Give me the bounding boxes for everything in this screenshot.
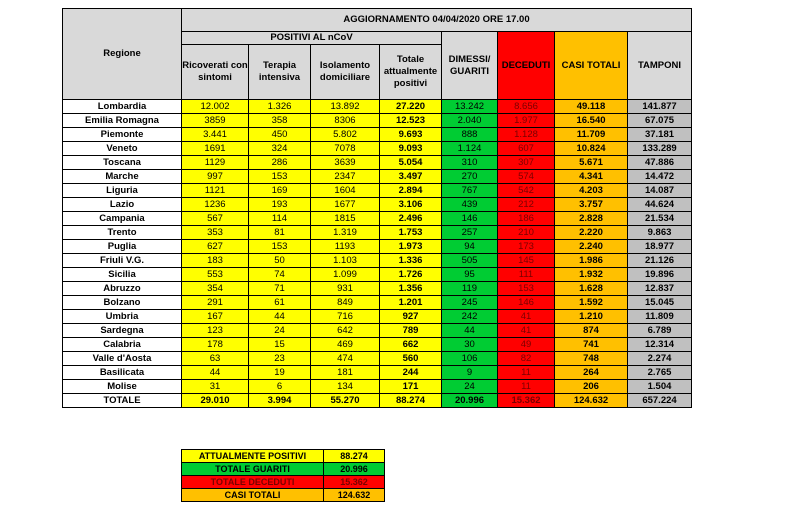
recovered-cell: 24 [442,380,498,394]
deaths-cell: 210 [498,226,555,240]
hospitalized-cell: 63 [182,352,249,366]
header-tests: TAMPONI [628,32,692,100]
home-isolation-cell: 1604 [311,184,380,198]
region-cell: Emilia Romagna [63,114,182,128]
total-positive-cell: 1.973 [380,240,442,254]
hospitalized-cell: 627 [182,240,249,254]
recovered-cell: 106 [442,352,498,366]
recovered-cell: 146 [442,212,498,226]
hospitalized-cell: 997 [182,170,249,184]
region-cell: Liguria [63,184,182,198]
recovered-cell: 2.040 [442,114,498,128]
deaths-cell: 574 [498,170,555,184]
hospitalized-cell: 167 [182,310,249,324]
table-row [63,268,692,282]
total-cases-cell: 2.240 [555,240,628,254]
tests-cell: 47.886 [628,156,692,170]
summary-value: 15.362 [324,476,385,489]
table-row [63,310,692,324]
region-cell: Piemonte [63,128,182,142]
total-positive-cell: 1.726 [380,268,442,282]
icu-cell: 450 [249,128,311,142]
hospitalized-cell: 3859 [182,114,249,128]
icu-cell: 71 [249,282,311,296]
home-isolation-cell: 1.099 [311,268,380,282]
recovered-cell: 245 [442,296,498,310]
total-cases-cell: 1.932 [555,268,628,282]
total-positive-cell: 9.093 [380,142,442,156]
total-cases-cell: 3.757 [555,198,628,212]
home-isolation-cell: 1677 [311,198,380,212]
summary-row [182,489,385,502]
hospitalized-cell: 1121 [182,184,249,198]
table-row [63,296,692,310]
hospitalized-cell: 44 [182,366,249,380]
total-positive-cell: 9.693 [380,128,442,142]
tests-cell: 14.087 [628,184,692,198]
total-positive-cell: 12.523 [380,114,442,128]
home-isolation-cell: 1.319 [311,226,380,240]
total-recovered-cell: 20.996 [442,394,498,408]
total-cases-cell: 741 [555,338,628,352]
summary-label: ATTUALMENTE POSITIVI [182,450,324,463]
table-row [63,254,692,268]
recovered-cell: 888 [442,128,498,142]
recovered-cell: 439 [442,198,498,212]
hospitalized-cell: 178 [182,338,249,352]
home-isolation-cell: 13.892 [311,100,380,114]
total-positive-cell: 560 [380,352,442,366]
icu-cell: 74 [249,268,311,282]
summary-value: 124.632 [324,489,385,502]
tests-cell: 2.274 [628,352,692,366]
region-cell: Basilicata [63,366,182,380]
total-cases-cell: 1.210 [555,310,628,324]
hospitalized-cell: 1236 [182,198,249,212]
tests-cell: 18.977 [628,240,692,254]
table-row [63,170,692,184]
recovered-cell: 270 [442,170,498,184]
deaths-cell: 82 [498,352,555,366]
hospitalized-cell: 3.441 [182,128,249,142]
tests-cell: 1.504 [628,380,692,394]
total-cases-cell: 206 [555,380,628,394]
region-cell: Friuli V.G. [63,254,182,268]
total-cases-cell: 264 [555,366,628,380]
deaths-cell: 11 [498,380,555,394]
table-body [63,100,692,408]
table-row [63,324,692,338]
region-cell: Abruzzo [63,282,182,296]
total-cases-cell: 748 [555,352,628,366]
header-icu: Terapia intensiva [249,45,311,100]
icu-cell: 153 [249,170,311,184]
header-total-cases: CASI TOTALI [555,32,628,100]
total-positive-cell: 3.106 [380,198,442,212]
deaths-cell: 212 [498,198,555,212]
tests-cell: 12.314 [628,338,692,352]
summary-row [182,476,385,489]
region-cell: Umbria [63,310,182,324]
icu-cell: 23 [249,352,311,366]
total-positive-cell: 3.497 [380,170,442,184]
icu-cell: 15 [249,338,311,352]
icu-cell: 50 [249,254,311,268]
recovered-cell: 95 [442,268,498,282]
total-label: TOTALE [63,394,182,408]
total-total-positive-cell: 88.274 [380,394,442,408]
home-isolation-cell: 469 [311,338,380,352]
deaths-cell: 11 [498,366,555,380]
total-positive-cell: 2.894 [380,184,442,198]
total-cases-cell: 1.628 [555,282,628,296]
table-row [63,114,692,128]
deaths-cell: 41 [498,324,555,338]
total-row [63,394,692,408]
home-isolation-cell: 5.802 [311,128,380,142]
header-hospitalized: Ricoverati con sintomi [182,45,249,100]
icu-cell: 169 [249,184,311,198]
hospitalized-cell: 291 [182,296,249,310]
recovered-cell: 94 [442,240,498,254]
total-deaths-cell: 15.362 [498,394,555,408]
total-positive-cell: 662 [380,338,442,352]
region-cell: Molise [63,380,182,394]
table-row [63,212,692,226]
total-cases-cell: 11.709 [555,128,628,142]
deaths-cell: 1.977 [498,114,555,128]
total-positive-cell: 5.054 [380,156,442,170]
deaths-cell: 8.656 [498,100,555,114]
tests-cell: 6.789 [628,324,692,338]
recovered-cell: 44 [442,324,498,338]
deaths-cell: 41 [498,310,555,324]
deaths-cell: 607 [498,142,555,156]
region-cell: Valle d'Aosta [63,352,182,366]
icu-cell: 193 [249,198,311,212]
table-row [63,100,692,114]
region-cell: Sardegna [63,324,182,338]
total-cases-cell: 2.220 [555,226,628,240]
region-cell: Lombardia [63,100,182,114]
deaths-cell: 542 [498,184,555,198]
home-isolation-cell: 1.103 [311,254,380,268]
tests-cell: 21.534 [628,212,692,226]
hospitalized-cell: 123 [182,324,249,338]
region-cell: Puglia [63,240,182,254]
recovered-cell: 242 [442,310,498,324]
icu-cell: 44 [249,310,311,324]
hospitalized-cell: 1129 [182,156,249,170]
home-isolation-cell: 3639 [311,156,380,170]
tests-cell: 19.896 [628,268,692,282]
icu-cell: 358 [249,114,311,128]
region-cell: Lazio [63,198,182,212]
summary-row [182,450,385,463]
deaths-cell: 173 [498,240,555,254]
total-cases-cell: 4.203 [555,184,628,198]
deaths-cell: 186 [498,212,555,226]
header-region: Regione [63,9,182,100]
recovered-cell: 767 [442,184,498,198]
home-isolation-cell: 1815 [311,212,380,226]
recovered-cell: 505 [442,254,498,268]
recovered-cell: 13.242 [442,100,498,114]
header-recovered: DIMESSI/ GUARITI [442,32,498,100]
header-home-isolation: Isolamento domiciliare [311,45,380,100]
tests-cell: 141.877 [628,100,692,114]
tests-cell: 2.765 [628,366,692,380]
home-isolation-cell: 8306 [311,114,380,128]
summary-label: TOTALE DECEDUTI [182,476,324,489]
total-positive-cell: 1.336 [380,254,442,268]
tests-cell: 14.472 [628,170,692,184]
total-cases-cell: 10.824 [555,142,628,156]
hospitalized-cell: 12.002 [182,100,249,114]
deaths-cell: 1.128 [498,128,555,142]
total-cases-cell: 16.540 [555,114,628,128]
icu-cell: 324 [249,142,311,156]
total-positive-cell: 1.753 [380,226,442,240]
table-row [63,128,692,142]
total-cases-cell: 5.671 [555,156,628,170]
total-cases-cell: 2.828 [555,212,628,226]
total-cases-cell: 1.986 [555,254,628,268]
icu-cell: 153 [249,240,311,254]
home-isolation-cell: 1193 [311,240,380,254]
home-isolation-cell: 2347 [311,170,380,184]
recovered-cell: 1.124 [442,142,498,156]
tests-cell: 21.126 [628,254,692,268]
total-total-cases-cell: 124.632 [555,394,628,408]
table-row [63,184,692,198]
hospitalized-cell: 1691 [182,142,249,156]
summary-body [182,450,385,502]
icu-cell: 6 [249,380,311,394]
home-isolation-cell: 134 [311,380,380,394]
icu-cell: 24 [249,324,311,338]
hospitalized-cell: 183 [182,254,249,268]
home-isolation-cell: 7078 [311,142,380,156]
recovered-cell: 9 [442,366,498,380]
deaths-cell: 111 [498,268,555,282]
home-isolation-cell: 716 [311,310,380,324]
page-title: AGGIORNAMENTO 04/04/2020 ORE 17.00 [182,9,692,32]
tests-cell: 37.181 [628,128,692,142]
total-home-isolation-cell: 55.270 [311,394,380,408]
region-cell: Veneto [63,142,182,156]
tests-cell: 9.863 [628,226,692,240]
total-cases-cell: 4.341 [555,170,628,184]
region-cell: Sicilia [63,268,182,282]
total-positive-cell: 27.220 [380,100,442,114]
recovered-cell: 30 [442,338,498,352]
hospitalized-cell: 31 [182,380,249,394]
table-row [63,198,692,212]
hospitalized-cell: 353 [182,226,249,240]
total-cases-cell: 49.118 [555,100,628,114]
total-positive-cell: 244 [380,366,442,380]
region-cell: Marche [63,170,182,184]
deaths-cell: 153 [498,282,555,296]
home-isolation-cell: 474 [311,352,380,366]
header-deaths: DECEDUTI [498,32,555,100]
tests-cell: 133.289 [628,142,692,156]
total-positive-cell: 171 [380,380,442,394]
deaths-cell: 49 [498,338,555,352]
summary-table [181,449,385,502]
summary-label: TOTALE GUARITI [182,463,324,476]
tests-cell: 15.045 [628,296,692,310]
header-total-positive: Totale attualmente positivi [380,45,442,100]
recovered-cell: 119 [442,282,498,296]
icu-cell: 81 [249,226,311,240]
icu-cell: 286 [249,156,311,170]
table-row [63,240,692,254]
table-row [63,156,692,170]
total-hospitalized-cell: 29.010 [182,394,249,408]
icu-cell: 114 [249,212,311,226]
total-positive-cell: 927 [380,310,442,324]
icu-cell: 61 [249,296,311,310]
icu-cell: 19 [249,366,311,380]
table-row [63,366,692,380]
tests-cell: 12.837 [628,282,692,296]
table-row [63,338,692,352]
tests-cell: 67.075 [628,114,692,128]
recovered-cell: 257 [442,226,498,240]
hospitalized-cell: 553 [182,268,249,282]
tests-cell: 11.809 [628,310,692,324]
header-positives-group: POSITIVI AL nCoV [182,32,442,45]
hospitalized-cell: 567 [182,212,249,226]
total-cases-cell: 874 [555,324,628,338]
total-positive-cell: 1.356 [380,282,442,296]
region-cell: Trento [63,226,182,240]
deaths-cell: 145 [498,254,555,268]
home-isolation-cell: 642 [311,324,380,338]
region-cell: Campania [63,212,182,226]
total-positive-cell: 789 [380,324,442,338]
table-row [63,142,692,156]
deaths-cell: 146 [498,296,555,310]
deaths-cell: 307 [498,156,555,170]
summary-row [182,463,385,476]
summary-value: 20.996 [324,463,385,476]
home-isolation-cell: 849 [311,296,380,310]
covid-data-table [62,8,692,408]
total-positive-cell: 1.201 [380,296,442,310]
icu-cell: 1.326 [249,100,311,114]
home-isolation-cell: 931 [311,282,380,296]
table-row [63,352,692,366]
table-row [63,282,692,296]
region-cell: Bolzano [63,296,182,310]
hospitalized-cell: 354 [182,282,249,296]
tests-cell: 44.624 [628,198,692,212]
region-cell: Calabria [63,338,182,352]
recovered-cell: 310 [442,156,498,170]
region-cell: Toscana [63,156,182,170]
summary-value: 88.274 [324,450,385,463]
total-positive-cell: 2.496 [380,212,442,226]
total-icu-cell: 3.994 [249,394,311,408]
total-cases-cell: 1.592 [555,296,628,310]
total-tests-cell: 657.224 [628,394,692,408]
table-row [63,380,692,394]
table-row [63,226,692,240]
home-isolation-cell: 181 [311,366,380,380]
summary-label: CASI TOTALI [182,489,324,502]
